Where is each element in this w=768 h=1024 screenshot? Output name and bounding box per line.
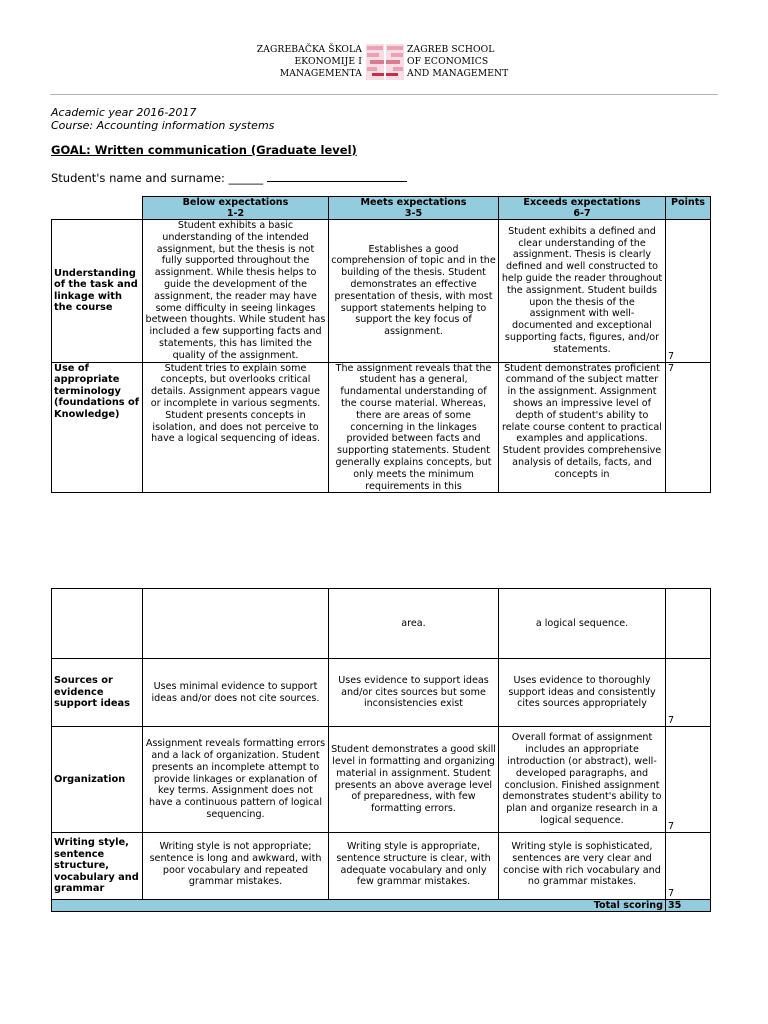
col-points: Points	[666, 197, 711, 220]
row3-meets-text: Uses evidence to support ideas and/or cites sources but some inconsistencies exist	[329, 659, 499, 727]
row2-points: 7	[666, 362, 711, 492]
table-row	[52, 220, 711, 363]
row1-exceeds-text: Student exhibits a defined and clear understanding of the assignment. Thesis is clearly defined and well constructed to help guide the reader throughout the assignment. Student builds upon the thesis of the assignment with well-documented and exceptional supporting facts, figures, and/or statements.	[499, 220, 666, 363]
col-below-expectations	[143, 197, 329, 220]
goal-heading: GOAL: Written communication (Graduate level)	[51, 143, 357, 157]
total-label: Total scoring	[52, 900, 666, 912]
col-exceeds-expectations	[499, 197, 666, 220]
logo-left-line-1: ZAGREBAČKA ŠKOLA	[256, 44, 362, 55]
row5-exceeds-text: Writing style is sophisticated, sentences are very clear and concise with rich vocabulary and no grammar mistakes.	[499, 833, 666, 900]
row1-below-text: Student exhibits a basic understanding of the intended assignment, but the thesis is not fully supported throughout the assignment. While thesis helps to guide the development of the assignment, the reader may have some difficulty in seeing linkages between thoughts. While student has included a few supporting facts and statements, this has limited the quality of the assignment.	[143, 220, 329, 363]
continuation-meets-text: area.	[329, 589, 499, 659]
criterion-writing-style: Writing style, sentence structure, vocabulary and grammar	[52, 833, 143, 900]
logo-left-text	[230, 44, 362, 80]
criterion-understanding: Understanding of the task and linkage with the course	[52, 220, 143, 363]
table-row	[52, 659, 711, 727]
table-row	[52, 727, 711, 833]
row3-points: 7	[666, 659, 711, 727]
continuation-points	[666, 589, 711, 659]
meets-range: 3-5	[404, 208, 423, 219]
total-row	[52, 900, 711, 912]
academic-year: Academic year 2016-2017	[51, 106, 197, 119]
rubric-table-part-1	[51, 196, 711, 493]
col-meets-expectations	[329, 197, 499, 220]
header-divider	[50, 94, 718, 95]
row5-points: 7	[666, 833, 711, 900]
row2-meets-cell	[329, 362, 499, 492]
row3-exceeds-text: Uses evidence to thoroughly support ideas and consistently cites sources appropriately	[499, 659, 666, 727]
row1-meets-text: Establishes a good comprehension of topic and in the building of the thesis. Student demonstrates an effective presentation of thesis, with most support statements helping to support the key focus of assignment.	[329, 220, 499, 363]
logo-mark-icon	[366, 44, 404, 80]
criterion-terminology: Use of appropriate terminology (foundations of Knowledge)	[52, 362, 143, 492]
student-name-blank	[267, 170, 407, 182]
row2-below-text: Student tries to explain some concepts, but overlooks critical details. Assignment appears vague or incomplete in various segments. Student presents concepts in isolation, and does not perceive to have a logical sequencing of ideas.	[143, 362, 329, 492]
row2-meets-text: The assignment reveals that the student has a general, fundamental understanding of the course material. Whereas, there are areas of some concerning in the linkages provided between facts and supporting statements. Student generally explains concepts, but only meets the minimum requirements in this	[335, 362, 492, 491]
logo-right-line-2: OF ECONOMICS	[407, 56, 489, 67]
row4-below-text: Assignment reveals formatting errors and a lack of organization. Student presents an incomplete attempt to provide linkages or explanation of key terms. Assignment does not have a continuous pattern of logical sequencing.	[143, 727, 329, 833]
row4-exceeds-text: Overall format of assignment includes an appropriate introduction (or abstract), well-developed paragraphs, and conclusion. Finished assignment demonstrates student's ability to plan and organize research in a logical sequence.	[499, 727, 666, 833]
below-title: Below expectations	[182, 197, 289, 208]
logo-right-line-3: AND MANAGEMENT	[407, 68, 509, 79]
row2-exceeds-cell	[499, 362, 666, 492]
below-range: 1-2	[226, 208, 245, 219]
row2-exceeds-text: Student demonstrates proficient command of the subject matter in the assignment. Assignment shows an impressive level of depth of student's ability to relate course content to practical examples and applications. Student provides comprehensive analysis of details, facts, and concepts in	[502, 362, 662, 480]
table-row	[52, 362, 711, 492]
row4-meets-text: Student demonstrates a good skill level in formatting and organizing material in assignment. Student presents an above average level of preparedness, with few formatting errors.	[329, 727, 499, 833]
school-logo	[0, 44, 768, 84]
continuation-criterion	[52, 589, 143, 659]
criterion-sources: Sources or evidence support ideas	[52, 659, 143, 727]
empty-header-cell	[52, 197, 143, 220]
total-value: 35	[666, 900, 711, 912]
student-name-line	[51, 170, 407, 185]
row4-points: 7	[666, 727, 711, 833]
logo-right-line-1: ZAGREB SCHOOL	[407, 44, 495, 55]
rubric-table-part-2	[51, 588, 711, 912]
exceeds-range: 6-7	[573, 208, 591, 219]
course-name: Course: Accounting information systems	[51, 119, 275, 132]
logo-right-text	[407, 44, 567, 80]
exceeds-title: Exceeds expectations	[523, 197, 641, 208]
continuation-exceeds-text: a logical sequence.	[499, 589, 666, 659]
row3-below-text: Uses minimal evidence to support ideas and/or does not cite sources.	[143, 659, 329, 727]
continuation-below	[143, 589, 329, 659]
criterion-organization: Organization	[52, 727, 143, 833]
rubric-header-row	[52, 197, 711, 220]
row5-meets-text: Writing style is appropriate, sentence structure is clear, with adequate vocabulary and only few grammar mistakes.	[329, 833, 499, 900]
student-name-label: Student's name and surname: ______	[51, 171, 264, 185]
row1-points: 7	[666, 220, 711, 363]
table-row	[52, 589, 711, 659]
logo-left-line-3: MANAGEMENTA	[279, 68, 362, 79]
logo-left-line-2: EKONOMIJE I	[294, 56, 362, 67]
table-row	[52, 833, 711, 900]
row5-below-text: Writing style is not appropriate; sentence is long and awkward, with poor vocabulary and repeated grammar mistakes.	[143, 833, 329, 900]
meets-title: Meets expectations	[360, 197, 467, 208]
